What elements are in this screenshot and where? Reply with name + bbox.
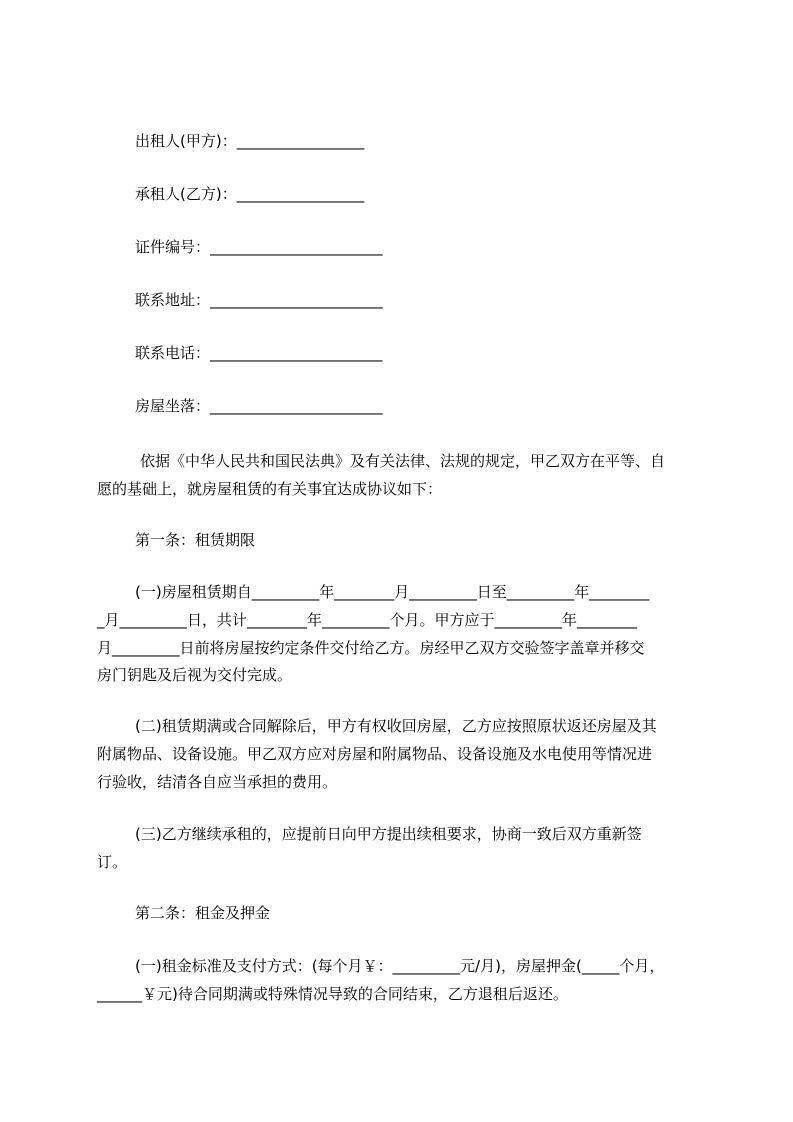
article-1-clause-3-line-2: 订。 [97,853,128,871]
article-1-clause-3-line-1: (三)乙方继续承租的，应提前日向甲方提出续租要求，协商一致后双方重新签 [135,825,642,843]
article-1-clause-1-line-3: 月_________日前将房屋按约定条件交付给乙方。房经甲乙双方交验签字盖章并移交 [97,639,645,657]
lessor-field: 出租人(甲方)：_________________ [135,132,365,150]
article-2-clause-1-line-1: (一)租金标准及支付方式：(每个月￥：_________元/月)，房屋押金(_____个月， [135,957,665,975]
article-1-clause-2-line-1: (二)租赁期满或合同解除后，甲方有权收回房屋，乙方应按照原状返还房屋及其 [135,717,657,735]
article-1-clause-1-line-2: _月_________日，共计________年_________个月。甲方应于_________年________ [97,611,638,629]
article-1-clause-2-line-2: 附属物品、设备设施。甲乙双方应对房屋和附属物品、设备设施及水电使用等情况进 [97,745,653,763]
contact-address-field: 联系地址：_______________________ [135,291,383,309]
intro-line-2: 愿的基础上，就房屋租赁的有关事宜达成协议如下： [97,480,443,498]
article-1-clause-1-line-1: (一)房屋租赁期自_________年________月_________日至_________年________ [135,583,650,601]
lessee-field: 承租人(乙方)：_________________ [135,185,365,203]
article-2-heading: 第二条：租金及押金 [135,904,271,922]
id-number-field: 证件编号：_______________________ [135,238,383,256]
contact-phone-field: 联系电话：_______________________ [135,344,383,362]
article-1-clause-2-line-3: 行验收，结清各自应当承担的费用。 [97,773,338,791]
article-1-heading: 第一条：租赁期限 [135,531,256,549]
article-2-clause-1-line-2: ______￥元)待合同期满或特殊情况导致的合同结束，乙方退租后返还。 [97,985,568,1003]
article-1-clause-1-line-4: 房门钥匙及后视为交付完成。 [97,666,293,684]
property-location-field: 房屋坐落：_______________________ [135,397,383,415]
intro-line-1: 依据《中华人民共和国民法典》及有关法律、法规的规定，甲乙双方在平等、自 [140,452,666,470]
